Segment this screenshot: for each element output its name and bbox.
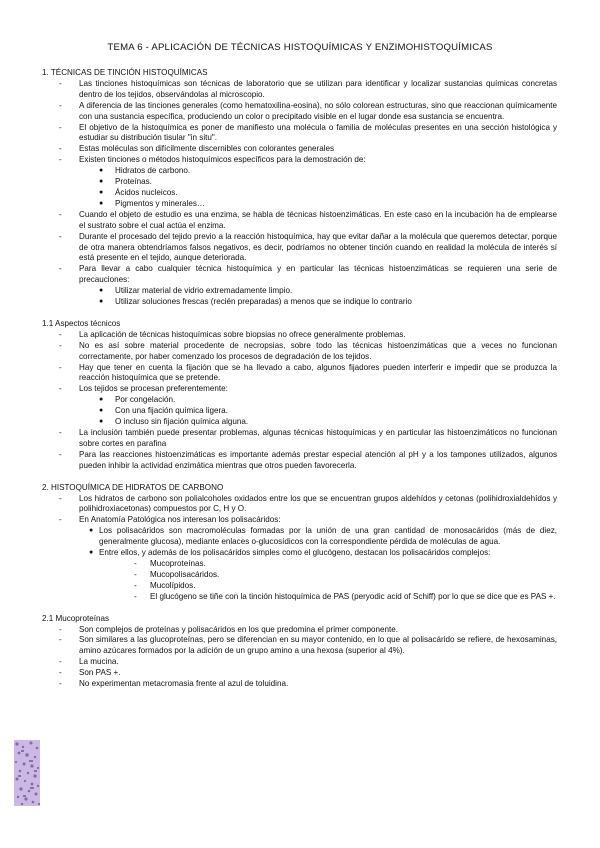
list-item: - Los hidratos de carbono son polialcoholes oxidados entre los que se encuentran grupos aldehídos y cetonas (polihidroxialdehídos y polihidroxiacetonas) compuestos por C, H y O. <box>59 493 557 514</box>
list-item: - No experimentan metacromasia frente al azul de toluidina. <box>59 679 289 689</box>
section-heading: 2. HISTOQUÍMICA DE HIDRATOS DE CARBONO <box>42 482 224 492</box>
document-body <box>42 68 557 690</box>
list-item: - Estas moléculas son difícilmente discernibles con colorantes generales <box>59 144 335 154</box>
sub-list-item: ● Por congelación. <box>99 395 176 405</box>
list-item: - Son similares a las glucoproteínas, pero se diferencian en su mayor contenido, en lo que al polisacárido se refiere, de hexosaminas, amino azúcares formados por la adición de un grupo amino a una hexosa (superior al 4%). <box>59 635 557 656</box>
sub-list-item: ● Ácidos nucleicos. <box>99 187 178 197</box>
list-item: - Son PAS +. <box>59 668 121 678</box>
list-item: - A diferencia de las tinciones generales (como hematoxilina-eosina), no sólo colorean estructuras, sino que reaccionan químicamente con una sustancia específica, produciendo un color o precipitado visible en el lugar donde esa sustancia se encuentra. <box>59 100 557 121</box>
sub-list-item: ● Con una fijación química ligera. <box>99 406 228 416</box>
list-item: - Las tinciones histoquímicas son técnicas de laboratorio que se utilizan para identificar y localizar sustancias químicas concretas dentro de los tejidos, observándolas al microscopio. <box>59 78 557 99</box>
section-heading: 1. TÉCNICAS DE TINCIÓN HISTOQUÍMICAS <box>42 68 208 77</box>
histology-thumbnail <box>14 740 40 806</box>
list-item: - Existen tinciones o métodos histoquímicos específicos para la demostración de: <box>59 155 366 165</box>
sub-list-item: ● Utilizar soluciones frescas (recién preparadas) a menos que se indique lo contrario <box>99 297 412 307</box>
sub-list-item: ● Los polisacáridos son macromoléculas formadas por la unión de una gran cantidad de monosacáridos (más de diez, generalmente glucosa), mediante enlaces o-glucosídicos con la correspondiente pérdida de moléculas de agua. <box>89 526 557 547</box>
list-item: - Son complejos de proteínas y polisacáridos en los que predomina el primer componente. <box>59 624 398 634</box>
list-item: - Cuando el objeto de estudio es una enzima, se habla de técnicas histoenzimáticas. En este caso en la incubación ha de emplearse el sustrato sobre el cual actúa el enzima. <box>59 209 557 230</box>
list-item: - Los tejidos se procesan preferentemente: <box>59 384 228 394</box>
sub-sub-list-item: - Mucolípidos. <box>134 580 196 590</box>
sub-list-item: ● Pigmentos y minerales… <box>99 198 205 208</box>
list-item: - En Anatomía Patológica nos interesan los polisacáridos: <box>59 515 281 525</box>
list-item: - Para llevar a cabo cualquier técnica histoquímica y en particular las técnicas histoenzimáticas se requieren una serie de precauciones: <box>59 264 557 285</box>
sub-sub-list-item: - Mucoproteínas. <box>134 558 206 568</box>
list-item: - Hay que tener en cuenta la fijación que se ha llevado a cabo, algunos fijadores pueden interferir e impedir que se produzca la reacción histoquímica que se pretende. <box>59 362 557 383</box>
list-item: - Para las reacciones histoenzimáticas es importante además prestar especial atención al pH y a los tampones utilizados, algunos pueden inhibir la actividad enzimática mientras que otros pueden favorecerla. <box>59 449 557 470</box>
section-heading: 1.1 Aspectos técnicos <box>42 318 121 328</box>
section-heading: 2.1 Mucoproteínas <box>42 613 110 623</box>
list-item: - La aplicación de técnicas histoquímicas sobre biopsias no ofrece generalmente problemas. <box>59 329 406 339</box>
list-item: - Durante el procesado del tejido previo a la reacción histoquímica, hay que evitar dañar a la molécula que queremos detectar, porque de otra manera obtendríamos falsos negativos, es decir, podríamos no obtener tinción cuando en realidad la molécula de interés sí está presente en el tejido, aunque deteriorada. <box>59 231 557 263</box>
sub-list-item: ● Entre ellos, y además de los polisacáridos simples como el glucógeno, destacan los polisacáridos complejos: <box>89 548 491 558</box>
sub-list-item: ● O incluso sin fijación química alguna. <box>99 417 249 427</box>
list-item: - El objetivo de la histoquímica es poner de manifiesto una molécula o familia de moléculas presentes en una sección histológica y estudiar su distribución tisular "in situ". <box>59 122 557 143</box>
sub-sub-list-item: - El glucógeno se tiñe con la tinción histoquímica de PAS (peryodic acid of Schiff) por lo que se dice que es PAS +. <box>134 591 556 601</box>
list-item: - La mucina. <box>59 657 119 667</box>
list-item: - La inclusión también puede presentar problemas, algunas técnicas histoquímicas y en particular las histoenzimáticos no funcionan sobre cortes en parafina <box>59 428 557 448</box>
sub-list-item: ● Utilizar material de vidrio extremadamente limpio. <box>99 286 293 296</box>
document-title: TEMA 6 - APLICACIÓN DE TÉCNICAS HISTOQUÍMICAS Y ENZIMOHISTOQUÍMICAS <box>107 42 493 53</box>
sub-sub-list-item: - Mucopolisacáridos. <box>134 569 220 579</box>
sub-list-item: ● Hidratos de carbono. <box>99 166 191 176</box>
list-item: - No es así sobre material procedente de necropsias, sobre todo las técnicas histoenzimáticas que a veces no funcionan correctamente, por haber comenzado los procesos de degradación de los tejidos. <box>59 340 557 361</box>
sub-list-item: ● Proteínas. <box>99 177 152 187</box>
